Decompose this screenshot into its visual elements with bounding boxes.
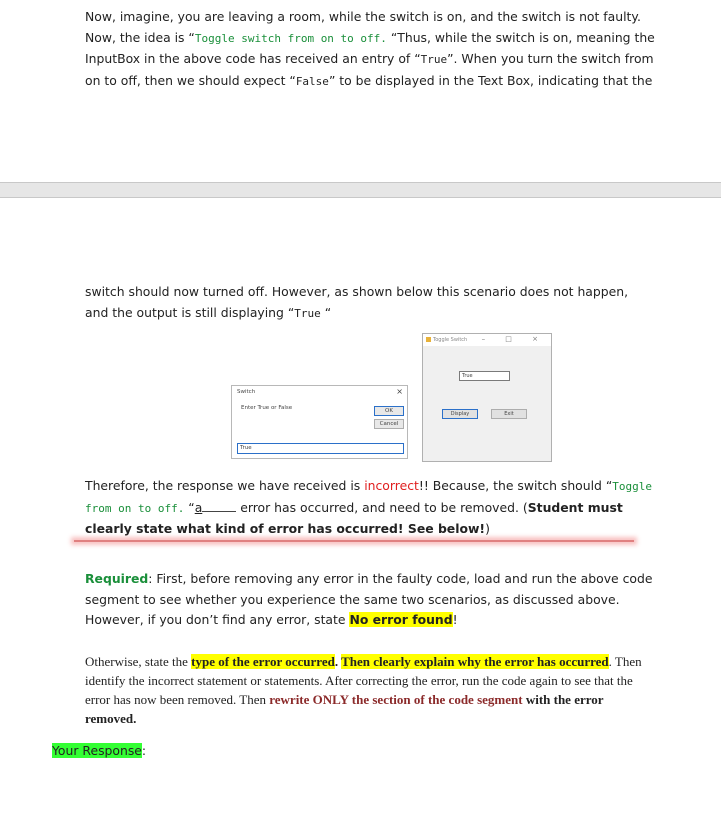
answer-blank bbox=[202, 500, 236, 512]
window-title: Toggle Switch bbox=[433, 337, 468, 343]
your-response: Your Response: bbox=[52, 743, 147, 758]
paragraph-scenario: switch should now turned off. However, as shown below this scenario does not happen, and the output is still displaying “True “ bbox=[85, 284, 629, 320]
dialog-input: True bbox=[237, 443, 404, 454]
code-toggle-switch: Toggle switch from on to off. bbox=[194, 31, 387, 45]
dialog-title: Switch bbox=[237, 389, 256, 395]
rewrite-instruction: rewrite ONLY the section of the code segment bbox=[269, 692, 523, 707]
code-false: False bbox=[295, 74, 329, 88]
no-error-found: No error found bbox=[349, 612, 453, 627]
code-true: True bbox=[420, 53, 448, 66]
article-a: a bbox=[194, 499, 203, 515]
paragraph-required: Required: First, before removing any error in the faulty code, load and run the above code segment to see whether you experience the same two scenarios, as discussed above. However, if you don’t find any error, state No error found! bbox=[85, 571, 653, 627]
window-titlebar bbox=[423, 334, 551, 346]
ok-button: OK bbox=[374, 406, 404, 416]
exit-button: Exit bbox=[491, 409, 527, 419]
code-toggle-from-on: Toggle from on to off. bbox=[85, 480, 653, 515]
dialog-prompt: Enter True or False bbox=[241, 405, 293, 411]
type-of-error-highlight: type of the error occurred bbox=[191, 654, 335, 669]
close-icon: × bbox=[396, 387, 403, 396]
cancel-button: Cancel bbox=[374, 419, 404, 429]
display-button: Display bbox=[442, 409, 478, 419]
input-dialog-image bbox=[231, 385, 408, 459]
separator-line bbox=[74, 540, 634, 542]
window-controls-icon: – □ × bbox=[481, 335, 547, 343]
output-textbox: True bbox=[459, 371, 510, 381]
required-label: Required bbox=[85, 571, 149, 586]
page-break bbox=[0, 182, 721, 198]
paragraph-therefore: Therefore, the response we have received is incorrect!! Because, the switch should “Toggle from on to off. “a error has occurred, and need to be removed. (Student must clearly state what kind of error has occurred! See below!) bbox=[85, 478, 653, 536]
toggle-switch-window-image bbox=[422, 333, 552, 462]
paragraph-intro: Now, imagine, you are leaving a room, while the switch is on, and the switch is not faulty. Now, the idea is “Toggle switch from on to off. “Thus, while the switch is on, meaning the InputBox in the above code has received an entry of “True”. When you turn the switch from on to off, then we should expect “False” to be displayed in the Text Box, indicating that the bbox=[85, 9, 655, 88]
paragraph-otherwise: Otherwise, state the type of the error occurred. Then clearly explain why the error has occurred. Then identify the incorrect statement or statements. After correcting the error, run the code again to see that the error has now been removed. Then rewrite ONLY the section of the code segment with the error removed. bbox=[85, 654, 642, 726]
code-true-output: True bbox=[294, 306, 321, 320]
app-icon bbox=[426, 337, 431, 342]
explain-error-highlight: Then clearly explain why the error has occurred bbox=[341, 654, 609, 669]
response-label: Your Response bbox=[52, 743, 142, 758]
incorrect-text: incorrect bbox=[364, 478, 419, 493]
student-instruction: Student must clearly state what kind of error has occurred! See below! bbox=[85, 499, 623, 536]
